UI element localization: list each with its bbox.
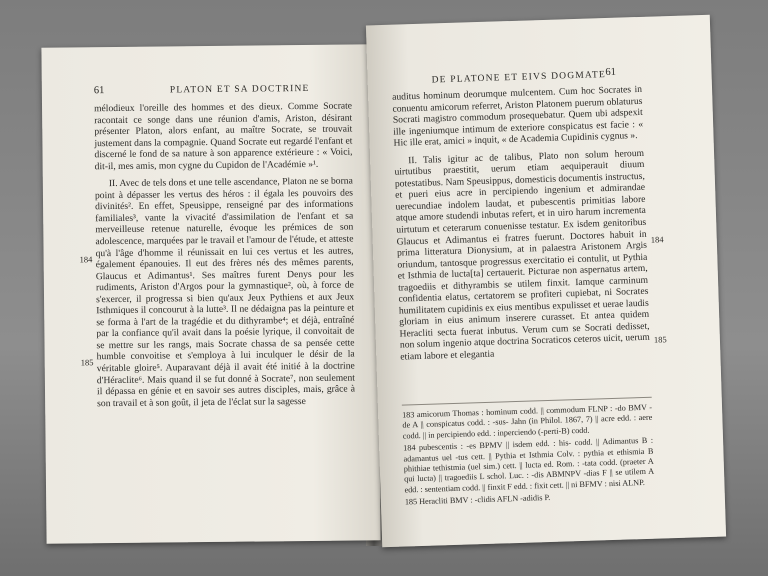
apparatus-note-183: 183 amicorum Thomas : hominum codd. || commodum FLNP : -do BMV -de A || conspicatus codd. : -sus- Jahn (in Philol. 1867, 7) || acre edd. : aere codd. || in percipiendo edd. : inperciendo (-perti-B) codd. [401,402,653,441]
apparatus-note-184: 184 pubescentis : -es BPMV || isdem edd. : his- codd. || Adimantus B : adamantus uel -tus cett. || Pythia et Isthmia Colv. : pythia et ethismia B phithiae tethistmia (uel sim.) cett. || lucta ed. Rom. : -tata codd. (praeter A qui lucta) || tragoediis L schol. Luc. : -dis ABMNPV -dias F || se utilem A edd. : sententiam codd. || finxit F edd. : fixit cett. || ni BFMV : nisi ALNP. [403,435,655,495]
right-margin-number-185: 185 [653,334,667,345]
left-page [41,44,380,543]
left-margin-number-184: 184 [79,254,93,265]
critical-apparatus [402,403,655,508]
left-running-head: PLATON ET SA DOCTRINE [169,83,310,96]
right-margin-number-184: 184 [650,234,664,245]
right-body-text [392,84,650,363]
left-body-text [94,101,355,410]
left-paragraph-1: mélodieux l'oreille des hommes et des dieux. Comme Socrate racontait ce songe dans une réunion d'amis, Ariston, désirant présenter Platon, alors enfant, au maître Socrate, se trouvait justement dans la compagnie. Quand Socrate eut regardé l'enfant et discerné le fond de sa nature à son apparence extérieure : « Voici, dit-il, mes amis, mon cygne du Cupidon de l'Académie »¹. [93,100,353,172]
right-page-number: 61 [605,66,617,79]
left-margin-number-185: 185 [80,357,94,368]
left-paragraph-2: II. Avec de tels dons et une telle ascendance, Platon ne se borna point à dépasser les vertus des héros : il égala les pouvoirs des divinités². En effet, Speusippe, renseigné par des informations familiales³, vante la vivacité d'assimilation de l'enfant et sa merveilleuse retenue naturelle, évoque les prémices de son adolescence, marquées par le travail et l'amour de l'étude, et atteste qu'à l'âge d'homme il réunissait en lui ces vertus et les autres, également épanouies. Il eut des frères nés des mêmes parents, Glaucus et Adimantus¹. Ses maîtres furent Denys pour les rudiments, Ariston d'Argos pour la gymnastique², où, à force de s'exercer, il progressa si bien qu'aux Jeux Pythiens et aux Jeux Isthmiques il concourut à la lutte³. Il ne dédaigna pas la peinture et se forma à l'art de la tragédie et du dithyrambe⁴; et déjà, entraîné par la confiance qu'il avait dans la poésie lyrique, il convoitait de se mettre sur les rangs, mais Socrate chassa de sa pensée cette humble convoitise et s'employa à lui inculquer le désir de la véritable gloire⁵. Auparavant déjà il avait été initié à la doctrine d'Héraclite⁶. Mais quand il se fut donné à Socrate⁷, non seulement il dépassa en génie et en savoir ses autres disciples, mais, grâce à son travail et à son goût, il jeta de l'éclat sur la sagesse [94,175,356,409]
left-page-number: 61 [93,85,105,97]
right-paragraph-1: auditus hominum deorumque mulcentem. Cum hoc Socrates in conuentu amicorum referret, Ariston Platonem puerum oblaturus Socrati magistro commodum prosequebatur. Quem ubi adspexit ille ingeniumque intimum de exteriore conspicatus est facie : « Hic ille erat, amici » inquit, « de Academia Cupidinis cygnus ». [391,83,644,149]
right-running-head: DE PLATONE ET EIVS DOGMATE [431,70,607,86]
right-paragraph-2: II. Talis igitur ac de talibus, Plato non solum heroum uirtutibus praestitit, uerum etiam aequiperauit diuum potestatibus. Nam Speusippus, domesticis documentis instructus, et pueri eius acre in percipiendo ingenium et admirandae uerecundiae indolem laudat, et pubescentis primitias labore atque amore studendi inbutas refert, et in uiro harum incrementa uirtutum et ceterarum conuenisse testatur. Ex isdem genitoribus Glaucus et Adimantus ei fratres fuerunt. Doctores habuit in prima litteratura Dionysium, at in palaestra Aristonem Argis oriundum, tantosque progressus exercitatio ei contulit, ut Pythia et Isthmia de lucta[ta] certauerit. Picturae non aspernatus artem, tragoediis et dithyrambis se utilem finxit. Iamque carminum confidentia elatus, certatorem se profiteri cupiebat, ni Socrates humilitatem cupidinis ex eius mentibus expulisset et uerae laudis gloriam in eius animum inserere curasset. Et antea quidem Heracliti secta fuerat inbutus. Verum cum se Socrati dedisset, non solum ingenio atque doctrina Socraticos ceteros uicit, uerum etiam labore et elegantia [394,147,651,363]
apparatus-note-185: 185 Heracliti BMV : -clidis AFLN -adidis P. [404,493,551,507]
right-page [366,15,726,548]
